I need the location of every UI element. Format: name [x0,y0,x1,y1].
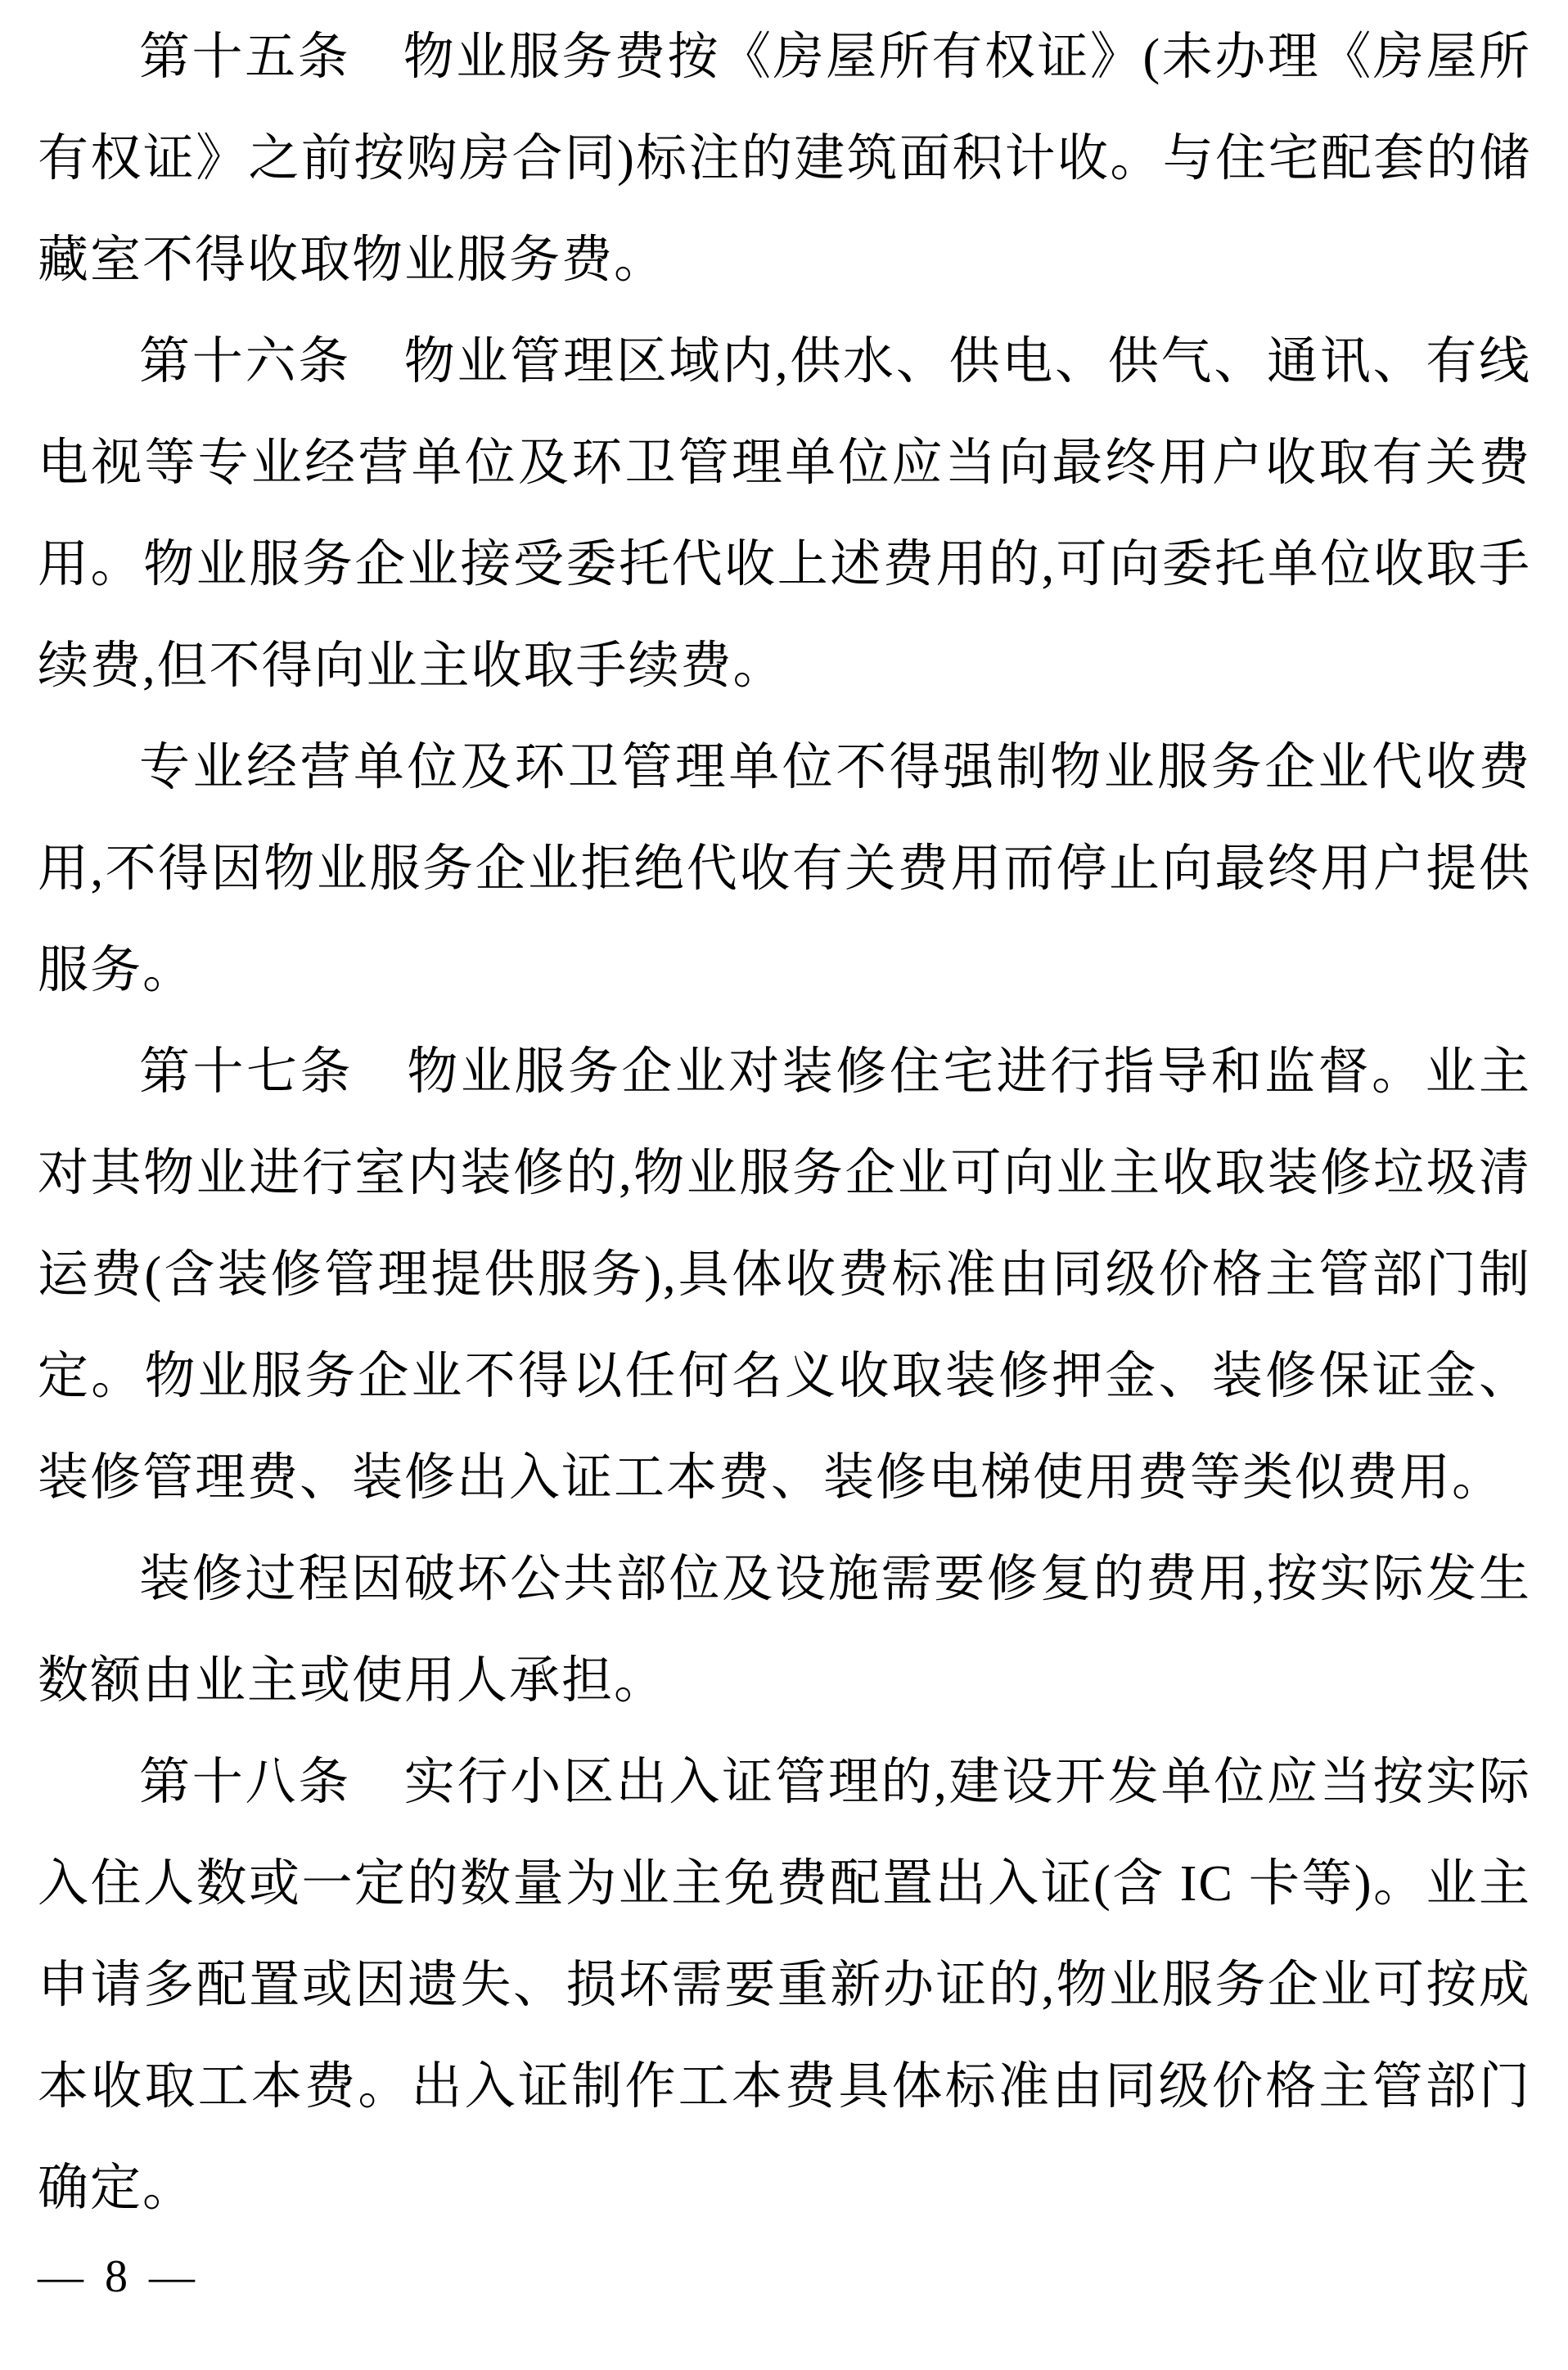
paragraph-article-16-clause-2: 专业经营单位及环卫管理单位不得强制物业服务企业代收费用,不得因物业服务企业拒绝代收有关费用而停止向最终用户提供服务。 [38,740,1531,998]
paragraph-article-16-clause-1: 第十六条 物业管理区域内,供水、供电、供气、通讯、有线电视等专业经营单位及环卫管理单位应当向最终用户收取有关费用。物业服务企业接受委托代收上述费用的,可向委托单位收取手续费,但不得向业主收取手续费。 [38,334,1531,694]
page-number: — 8 — [38,2251,200,2302]
paragraph-article-15: 第十五条 物业服务费按《房屋所有权证》(未办理《房屋所有权证》之前按购房合同)标注的建筑面积计收。与住宅配套的储藏室不得收取物业服务费。 [38,29,1531,288]
paragraph-article-17-clause-1: 第十七条 物业服务企业对装修住宅进行指导和监督。业主对其物业进行室内装修的,物业服务企业可向业主收取装修垃圾清运费(含装修管理提供服务),具体收费标准由同级价格主管部门制定。物业服务企业不得以任何名义收取装修押金、装修保证金、装修管理费、装修出入证工本费、装修电梯使用费等类似费用。 [38,1044,1531,1506]
paragraph-article-17-clause-2: 装修过程因破坏公共部位及设施需要修复的费用,按实际发生数额由业主或使用人承担。 [38,1552,1531,1709]
document-body [38,7,1531,2239]
paragraph-article-18: 第十八条 实行小区出入证管理的,建设开发单位应当按实际入住人数或一定的数量为业主免费配置出入证(含 IC 卡等)。业主申请多配置或因遗失、损坏需要重新办证的,物业服务企业可按成本收取工本费。出入证制作工本费具体标准由同级价格主管部门确定。 [38,1755,1531,2216]
